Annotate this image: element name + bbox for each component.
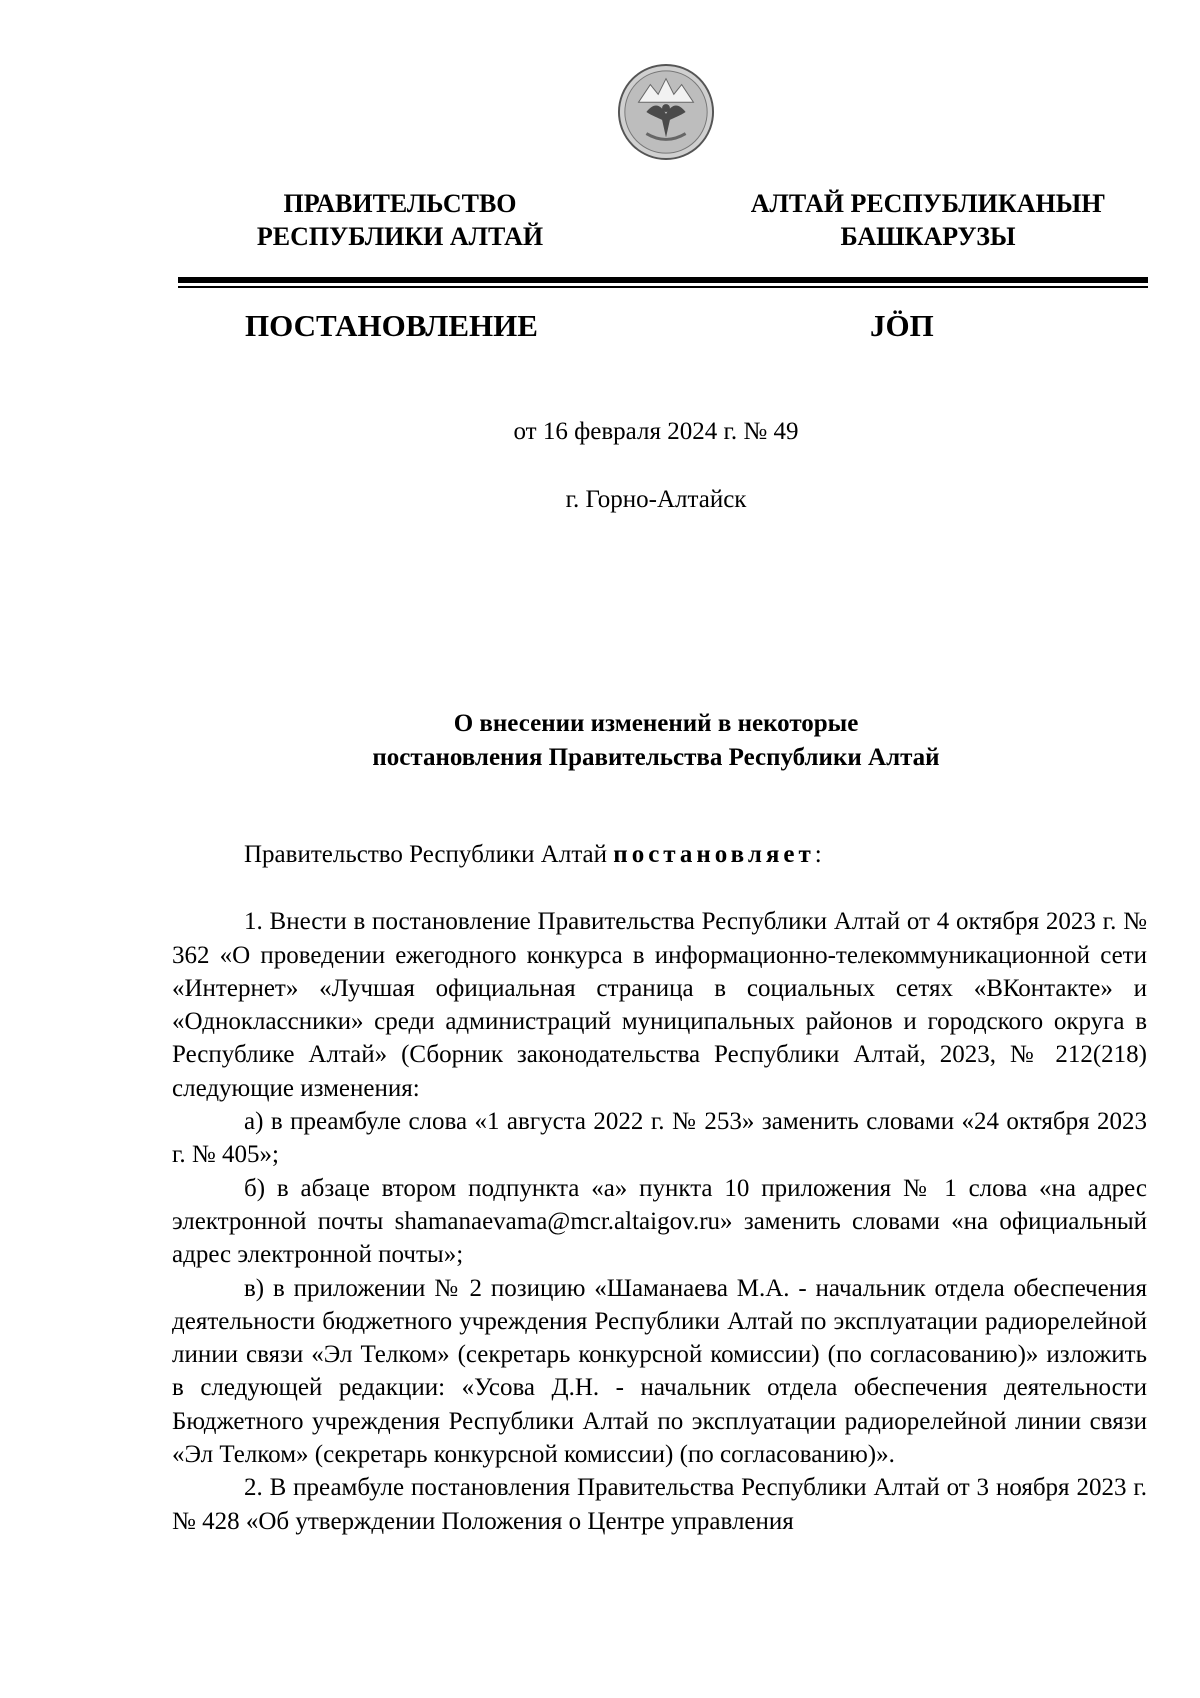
- issuer-altai-line-1: АЛТАЙ РЕСПУБЛИКАНЫҤ: [750, 189, 1106, 218]
- issuer-line-2: РЕСПУБЛИКИ АЛТАЙ: [256, 222, 544, 251]
- document-title: [0, 707, 1200, 775]
- document-type-russian: ПОСТАНОВЛЕНИЕ: [245, 308, 538, 343]
- header-divider-thin: [178, 286, 1148, 288]
- paragraph-1: 1. Внести в постановление Правительства Республики Алтай от 4 октября 2023 г. № 362 «О проведении ежегодного конкурса в информационно-телекоммуникационной сети «Интернет» «Лучшая официальная страница в социальных сетях «ВКонтакте» и «Одноклассники» среди администраций муниципальных районов и городского округа в Республике Алтай» (Сборник законодательства Республики Алтай, 2023, № 212(218) следующие изменения:: [172, 908, 1147, 1102]
- resolution-lead: [172, 838, 1147, 871]
- document-type-altai: JÖП: [870, 308, 934, 343]
- lead-text: Правительство Республики Алтай: [244, 841, 614, 868]
- title-line-2: постановления Правительства Республики Алтай: [372, 744, 940, 771]
- paragraph-2: 2. В преамбуле постановления Правительства Республики Алтай от 3 ноября 2023 г. № 428 «Об утверждении Положения о Центре управления: [172, 1474, 1147, 1535]
- paragraph-1a: а) в преамбуле слова «1 августа 2022 г. № 253» заменить словами «24 октября 2023 г. № 405»;: [172, 1108, 1147, 1169]
- issuer-altai-line-2: БАШКАРУЗЫ: [840, 222, 1016, 251]
- document-city: г. Горно-Алтайск: [565, 486, 747, 513]
- issuer-name-russian: [220, 187, 580, 253]
- document-body: [172, 838, 1147, 1538]
- issuer-line-1: ПРАВИТЕЛЬСТВО: [283, 189, 517, 218]
- coat-of-arms-icon: [617, 63, 715, 161]
- paragraph-1b: б) в абзаце втором подпункта «а» пункта 10 приложения № 1 слова «на адрес электронной почты shamanaevama@mcr.altaigov.ru» заменить словами «на официальный адрес электронной почты»;: [172, 1174, 1147, 1269]
- title-line-1: О внесении изменений в некоторые: [453, 710, 859, 737]
- issuer-name-altai: [728, 187, 1128, 253]
- document-date-number: от 16 февраля 2024 г. № 49: [513, 418, 799, 445]
- header-divider-thick: [178, 277, 1148, 283]
- lead-colon: :: [814, 841, 822, 868]
- lead-action: постановляет: [613, 841, 815, 868]
- paragraph-1c: в) в приложении № 2 позицию «Шаманаева М.А. - начальник отдела обеспечения деятельности бюджетного учреждения Республики Алтай по эксплуатации радиорелейной линии связи «Эл Телком» (секретарь конкурсной комиссии) (по согласованию)» изложить в следующей редакции: «Усова Д.Н. - начальник отдела обеспечения деятельности Бюджетного учреждения Республики Алтай по эксплуатации радиорелейной линии связи «Эл Телком» (секретарь конкурсной комиссии) (по согласованию)».: [172, 1274, 1147, 1469]
